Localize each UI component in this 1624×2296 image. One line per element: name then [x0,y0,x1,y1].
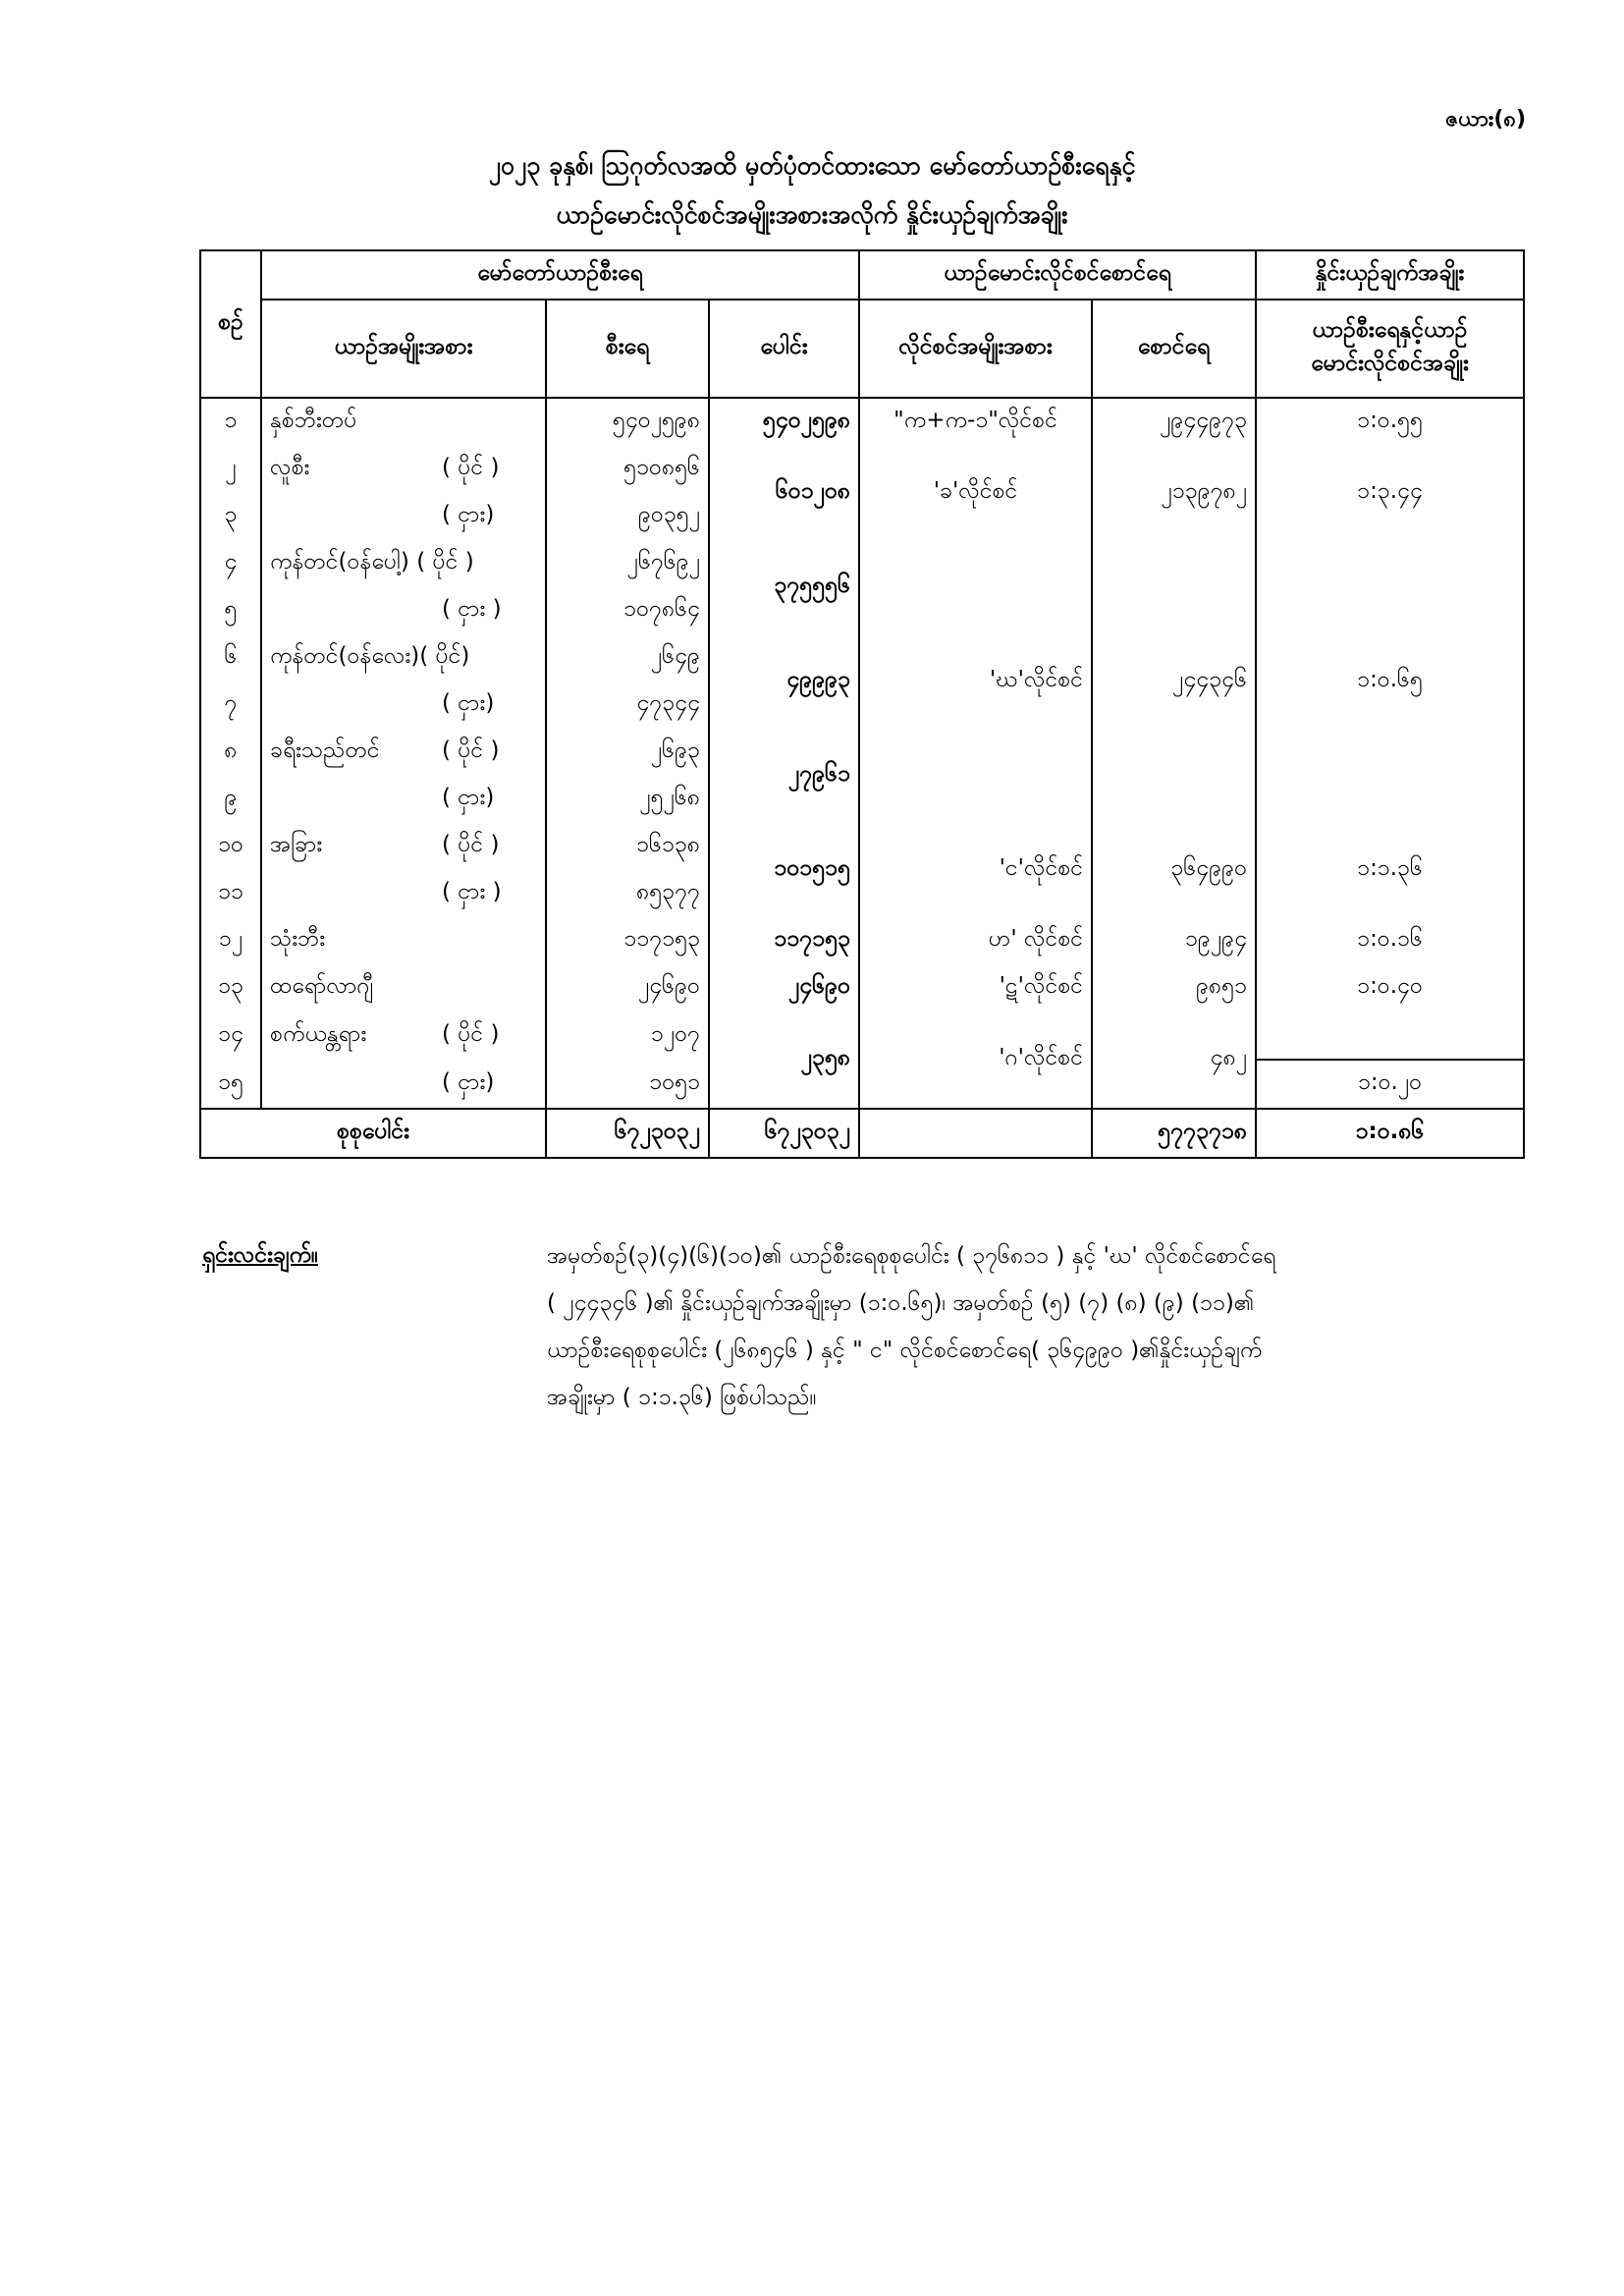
row-count: ၂၅၂၆၈ [546,776,709,823]
row-count: ၁၁၇၁၅၃ [546,917,709,964]
row-license-count: ၂၄၄၃၄၆ [1092,540,1256,823]
row-license-type: 'ဋ'လိုင်စင် [859,964,1092,1011]
row-count: ၂၆၇၆၉၂ [546,540,709,587]
row-ratio: ၁:၃.၄၄ [1256,446,1524,540]
row-vehicle-type: စက်ယန္တရား ( ပိုင် ) [261,1011,546,1060]
total-license-type-empty [859,1109,1092,1158]
row-license-count: ၁၉၂၉၄ [1092,917,1256,964]
header-vehicle-type: ယာဉ်အမျိုးအစား [261,300,546,398]
row-ratio: ၁:၀.၆၅ [1256,540,1524,823]
row-serial: ၂ [200,446,261,493]
row-ratio: ၁:၀.၄၀ [1256,964,1524,1011]
row-count: ၄၇၃၄၄ [546,682,709,729]
vehicle-license-table [199,249,1525,1159]
row-license-type: 'ဂ'လိုင်စင် [859,1011,1092,1109]
row-serial: ၈ [200,729,261,776]
row-serial: ၅ [200,587,261,634]
row-serial: ၄ [200,540,261,587]
row-vehicle-type: ( ငှား) [261,776,546,823]
row-vehicle-type: ( ငှား ) [261,870,546,917]
header-ratio [1256,300,1524,398]
table-total-row [200,1109,1524,1158]
note-line-1: အမှတ်စဉ်(၃)(၄)(၆)(၁၀)၏ ယာဉ်စီးရေစုစုပေါင်း ( ၃၇၆၈၁၁ ) နှင့် 'ဃ' လိုင်စင်စောင်ရေ [547,1243,1276,1269]
note-line-4: အချိုးမှာ ( ၁:၁.၃၆) ဖြစ်ပါသည်။ [547,1385,817,1410]
row-vehicle-type: နှစ်ဘီးတပ် [261,398,546,446]
row-vehicle-type: ကုန်တင်(ဝန်ပေါ့) ( ပိုင် ) [261,540,546,587]
row-subtotal: ၂၄၆၉၀ [709,964,859,1011]
note-text [547,1232,1489,1421]
row-serial: ၁၀ [200,823,261,870]
row-serial: ၁၅ [200,1060,261,1109]
row-subtotal: ၆၀၁၂၀၈ [709,446,859,540]
row-subtotal: ၅၄၀၂၅၉၈ [709,398,859,446]
header-group-vehicles: မော်တော်ယာဉ်စီးရေ [261,250,859,300]
row-vehicle-type: ထရော်လာဂျီ [261,964,546,1011]
row-serial: ၁၁ [200,870,261,917]
row-license-count: ၂၁၃၉၇၈၂ [1092,446,1256,540]
row-vehicle-type: ( ငှား) [261,682,546,729]
row-count: ၅၄၀၂၅၉၈ [546,398,709,446]
row-vehicle-type: ခရီးသည်တင် ( ပိုင် ) [261,729,546,776]
row-serial: ၃ [200,493,261,540]
row-subtotal: ၂၃၅၈ [709,1011,859,1109]
header-ratio-line-2: မောင်းလိုင်စင်အချိုး [1311,351,1469,376]
row-serial: ၁၄ [200,1011,261,1060]
row-vehicle-type: ( ငှား) [261,1060,546,1109]
row-count: ၁၀၅၁ [546,1060,709,1109]
row-count: ၂၄၆၉၀ [546,964,709,1011]
row-license-count: ၂၉၄၄၉၇၃ [1092,398,1256,446]
note-label: ရှင်းလင်းချက်။ [202,1242,319,1268]
page-reference: ဇယား(၈) [1445,107,1526,132]
row-vehicle-type: လူစီး ( ပိုင် ) [261,446,546,493]
row-subtotal: ၄၉၉၉၃ [709,634,859,729]
row-license-type: "က+က-၁"လိုင်စင် [859,398,1092,446]
row-subtotal: ၂၇၉၆၁ [709,729,859,823]
row-license-type: 'ခ'လိုင်စင် [859,446,1092,540]
header-license-type: လိုင်စင်အမျိုးအစား [859,300,1092,398]
row-ratio: ၁:၁.၃၆ [1256,823,1524,917]
total-license-count: ၅၇၇၃၇၁၈ [1092,1109,1256,1158]
total-label: စုစုပေါင်း [200,1109,546,1158]
row-vehicle-type: ကုန်တင်(ဝန်လေး)( ပိုင်) [261,634,546,682]
row-license-type: ဟ' လိုင်စင် [859,917,1092,964]
total-subtotal: ၆၇၂၃၀၃၂ [709,1109,859,1158]
row-ratio: ၁:၀.၁၆ [1256,917,1524,964]
row-vehicle-type: ( ငှား ) [261,587,546,634]
table-row [200,398,1524,446]
row-subtotal: ၁၀၁၅၁၅ [709,823,859,917]
row-ratio: ၁:၀.၂၀ [1256,1060,1524,1109]
row-serial: ၁၃ [200,964,261,1011]
row-count: ၅၁၀၈၅၆ [546,446,709,493]
header-subtotal: ပေါင်း [709,300,859,398]
table-row [200,446,1524,493]
table-row [200,964,1524,1011]
row-ratio: ၁:၀.၅၅ [1256,398,1524,446]
table-row [200,540,1524,587]
row-serial: ၁ [200,398,261,446]
page-title-line-2: ယာဉ်မောင်းလိုင်စင်အမျိုးအစားအလိုက် နှိုင်းယှဉ်ချက်အချိုး [556,200,1068,229]
row-count: ၁၀၇၈၆၄ [546,587,709,634]
note-line-3: ယာဉ်စီးရေစုစုပေါင်း (၂၆၈၅၄၆ ) နှင့် " င" လိုင်စင်စောင်ရေ( ၃၆၄၉၉၀ )၏နှိုင်းယှဉ်ချက် [547,1338,1263,1363]
row-count: ၂၆၄၉ [546,634,709,682]
row-vehicle-type: ( ငှား) [261,493,546,540]
table-row [200,917,1524,964]
row-count: ၈၅၃၇၇ [546,870,709,917]
table-row [200,823,1524,870]
row-count: ၉၀၃၅၂ [546,493,709,540]
row-count: ၁၂၀၇ [546,1011,709,1060]
row-serial: ၉ [200,776,261,823]
row-serial: ၇ [200,682,261,729]
row-subtotal: ၃၇၅၅၅၆ [709,540,859,634]
row-serial: ၁၂ [200,917,261,964]
header-serial: စဉ် [200,250,261,398]
header-group-ratio: နှိုင်းယှဉ်ချက်အချိုး [1256,250,1524,300]
row-license-count: ၄၈၂ [1092,1011,1256,1109]
header-ratio-line-1: ယာဉ်စီးရေနှင့်ယာဉ် [1312,317,1468,343]
row-license-count: ၉၈၅၁ [1092,964,1256,1011]
page-title-line-1: ၂၀၂၃ ခုနှစ်၊ ဩဂုတ်လအထိ မှတ်ပုံတင်ထားသော မော်တော်ယာဉ်စီးရေနှင့် [488,151,1136,180]
row-count: ၂၆၉၃ [546,729,709,776]
row-vehicle-type: အခြား ( ပိုင် ) [261,823,546,870]
row-count: ၁၆၁၃၈ [546,823,709,870]
row-ratio-empty [1256,1011,1524,1060]
row-serial: ၆ [200,634,261,682]
header-license-count: စောင်ရေ [1092,300,1256,398]
table-row [200,1011,1524,1060]
row-license-count: ၃၆၄၉၉၀ [1092,823,1256,917]
row-license-type: 'ဃ'လိုင်စင် [859,540,1092,823]
total-ratio: ၁:၀.၈၆ [1256,1109,1524,1158]
row-vehicle-type: သုံးဘီး [261,917,546,964]
total-count: ၆၇၂၃၀၃၂ [546,1109,709,1158]
row-subtotal: ၁၁၇၁၅၃ [709,917,859,964]
note-line-2: ( ၂၄၄၃၄၆ )၏ နှိုင်းယှဉ်ချက်အချိုးမှာ (၁:၀.၆၅)၊ အမှတ်စဉ် (၅) (၇) (၈) (၉) (၁၁)၏ [547,1290,1255,1316]
header-group-license: ယာဉ်မောင်းလိုင်စင်စောင်ရေ [859,250,1256,300]
header-count: စီးရေ [546,300,709,398]
row-license-type: 'င'လိုင်စင် [859,823,1092,917]
